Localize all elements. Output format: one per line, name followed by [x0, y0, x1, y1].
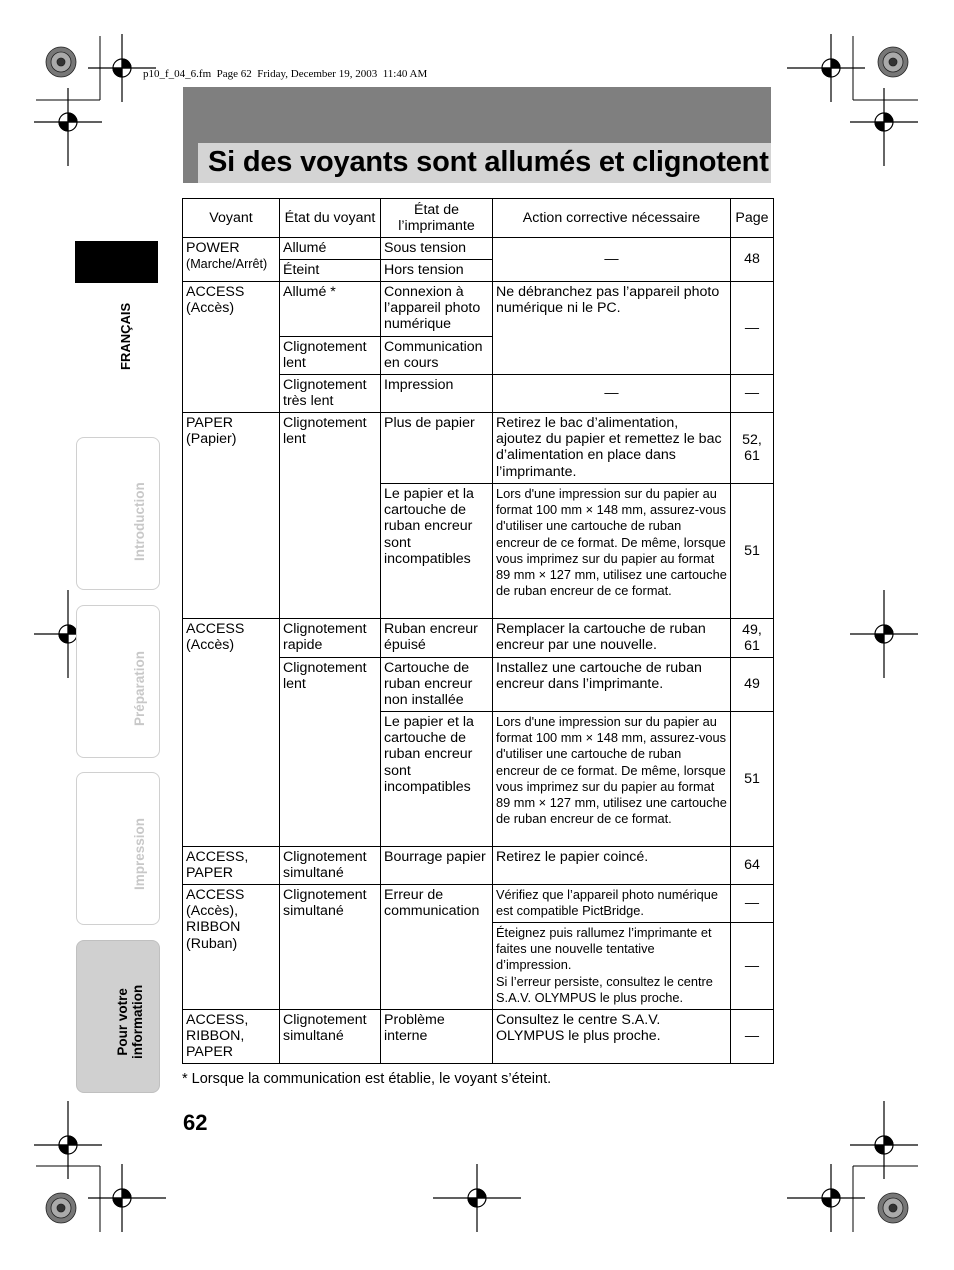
cell-imprimante: Bourrage papier — [381, 847, 493, 885]
cell-etat: Éteint — [280, 260, 381, 282]
tab-preparation-label: Préparation — [132, 650, 147, 726]
cell-page: — — [731, 282, 774, 375]
cell-action — [493, 923, 731, 1010]
tab-impression[interactable] — [76, 772, 160, 925]
tab-impression-label: Impression — [132, 817, 147, 890]
cell-page: 51 — [731, 484, 774, 619]
cell-imprimante: Cartouche de ruban encreur non installée — [381, 658, 493, 712]
table-row — [183, 847, 774, 885]
tab-preparation[interactable] — [76, 605, 160, 758]
cell-etat: Clignotement simultané — [280, 885, 381, 1010]
cell-action: Installez une cartouche de ruban encreur dans l’imprimante. — [493, 658, 731, 712]
cell-imprimante: Ruban encreur épuisé — [381, 619, 493, 658]
tab-introduction[interactable] — [76, 437, 160, 590]
indicator-table — [182, 198, 774, 1064]
cell-imprimante: Problème interne — [381, 1010, 493, 1064]
cell-action: — — [493, 375, 731, 413]
page-title: Si des voyants sont allumés et clignotent — [208, 146, 769, 178]
table-header-row — [183, 199, 774, 238]
cell-imprimante: Plus de papier — [381, 413, 493, 484]
cell-page: 49, 61 — [731, 619, 774, 658]
cell-imprimante: Sous tension — [381, 238, 493, 260]
cell-voyant: ACCESS (Accès) — [183, 619, 280, 847]
header-action: Action corrective nécessaire — [493, 199, 731, 238]
table-row — [183, 885, 774, 923]
action-text: Éteignez puis rallumez l’imprimante et faites une nouvelle tentative d’impression. — [496, 925, 712, 973]
tab-information[interactable] — [76, 940, 160, 1093]
cell-etat: Clignotement lent — [280, 337, 381, 375]
title-accent — [183, 143, 198, 183]
cell-page: — — [731, 1010, 774, 1064]
cell-etat: Clignotement simultané — [280, 1010, 381, 1064]
cell-action: — — [493, 238, 731, 282]
cell-page: 48 — [731, 238, 774, 282]
cell-etat: Allumé * — [280, 282, 381, 337]
action-text-2: Si l’erreur persiste, consultez le centre S.A.V. OLYMPUS le plus proche. — [496, 973, 713, 1005]
table-row — [183, 238, 774, 260]
tab-information-line2: information — [130, 984, 145, 1059]
cell-voyant: ACCESS (Accès), RIBBON (Ruban) — [183, 885, 280, 1010]
cell-imprimante: Connexion à l’appareil photo numérique — [381, 282, 493, 337]
cell-page: 52, 61 — [731, 413, 774, 484]
cell-action: Vérifiez que l’appareil photo numérique est compatible PictBridge. — [493, 885, 731, 923]
cell-imprimante: Erreur de communication — [381, 885, 493, 1010]
file-header-line: p10_f_04_6.fm Page 62 Friday, December 19, 2003 11:40 AM — [143, 68, 428, 80]
cell-voyant: PAPER (Papier) — [183, 413, 280, 619]
voyant-name: POWER — [186, 240, 240, 256]
cell-page: — — [731, 923, 774, 1010]
cell-imprimante: Le papier et la cartouche de ruban encreur sont incompatibles — [381, 484, 493, 619]
cell-etat: Clignotement simultané — [280, 847, 381, 885]
table-row — [183, 413, 774, 484]
cell-imprimante: Le papier et la cartouche de ruban encreur sont incompatibles — [381, 712, 493, 847]
cell-etat: Clignotement lent — [280, 413, 381, 619]
cell-etat: Clignotement très lent — [280, 375, 381, 413]
cell-etat: Clignotement rapide — [280, 619, 381, 658]
tab-introduction-label: Introduction — [132, 482, 147, 561]
cell-voyant: ACCESS, RIBBON, PAPER — [183, 1010, 280, 1064]
header-etat-voyant: État du voyant — [280, 199, 381, 238]
cell-page: 64 — [731, 847, 774, 885]
cell-voyant — [183, 238, 280, 282]
language-label: FRANÇAIS — [118, 302, 133, 370]
tab-information-line1: Pour votre — [115, 988, 130, 1056]
cell-page: 49 — [731, 658, 774, 712]
cell-action: Consultez le centre S.A.V. OLYMPUS le plus proche. — [493, 1010, 731, 1064]
header-etat-imprimante: État de l’imprimante — [381, 199, 493, 238]
cell-action: Retirez le papier coincé. — [493, 847, 731, 885]
cell-page: 51 — [731, 712, 774, 847]
cell-etat: Allumé — [280, 238, 381, 260]
cell-page: — — [731, 375, 774, 413]
cell-imprimante: Hors tension — [381, 260, 493, 282]
cell-action: Lors d'une impression sur du papier au format 100 mm × 148 mm, assurez-vous d'utiliser une cartouche de ruban encreur de ce format. De même, lorsque vous imprimez sur du papier au format 89 mm × 127 mm, utilisez une cartouche de ruban encreur de ce format. — [493, 484, 731, 619]
header-page: Page — [731, 199, 774, 238]
footnote: * Lorsque la communication est établie, le voyant s’éteint. — [182, 1071, 552, 1087]
table-row — [183, 282, 774, 337]
table-row — [183, 1010, 774, 1064]
cell-imprimante: Communication en cours — [381, 337, 493, 375]
tab-information-label — [115, 985, 145, 1059]
language-marker — [75, 241, 158, 283]
cell-imprimante: Impression — [381, 375, 493, 413]
cell-voyant: ACCESS, PAPER — [183, 847, 280, 885]
cell-action: Ne débranchez pas l’appareil photo numérique ni le PC. — [493, 282, 731, 375]
cell-action: Remplacer la cartouche de ruban encreur par une nouvelle. — [493, 619, 731, 658]
cell-action: Lors d'une impression sur du papier au format 100 mm × 148 mm, assurez-vous d'utiliser une cartouche de ruban encreur de ce format. De même, lorsque vous imprimez sur du papier au format 89 mm × 127 mm, utilisez une cartouche de ruban encreur de ce format. — [493, 712, 731, 847]
cell-page: — — [731, 885, 774, 923]
cell-voyant: ACCESS (Accès) — [183, 282, 280, 413]
cell-action: Retirez le bac d’alimentation, ajoutez du papier et remettez le bac d’alimentation en place dans l’imprimante. — [493, 413, 731, 484]
table-row — [183, 619, 774, 658]
voyant-subname: (Marche/Arrêt) — [186, 257, 268, 272]
cell-etat: Clignotement lent — [280, 658, 381, 847]
header-voyant: Voyant — [183, 199, 280, 238]
page-number: 62 — [183, 1110, 208, 1135]
